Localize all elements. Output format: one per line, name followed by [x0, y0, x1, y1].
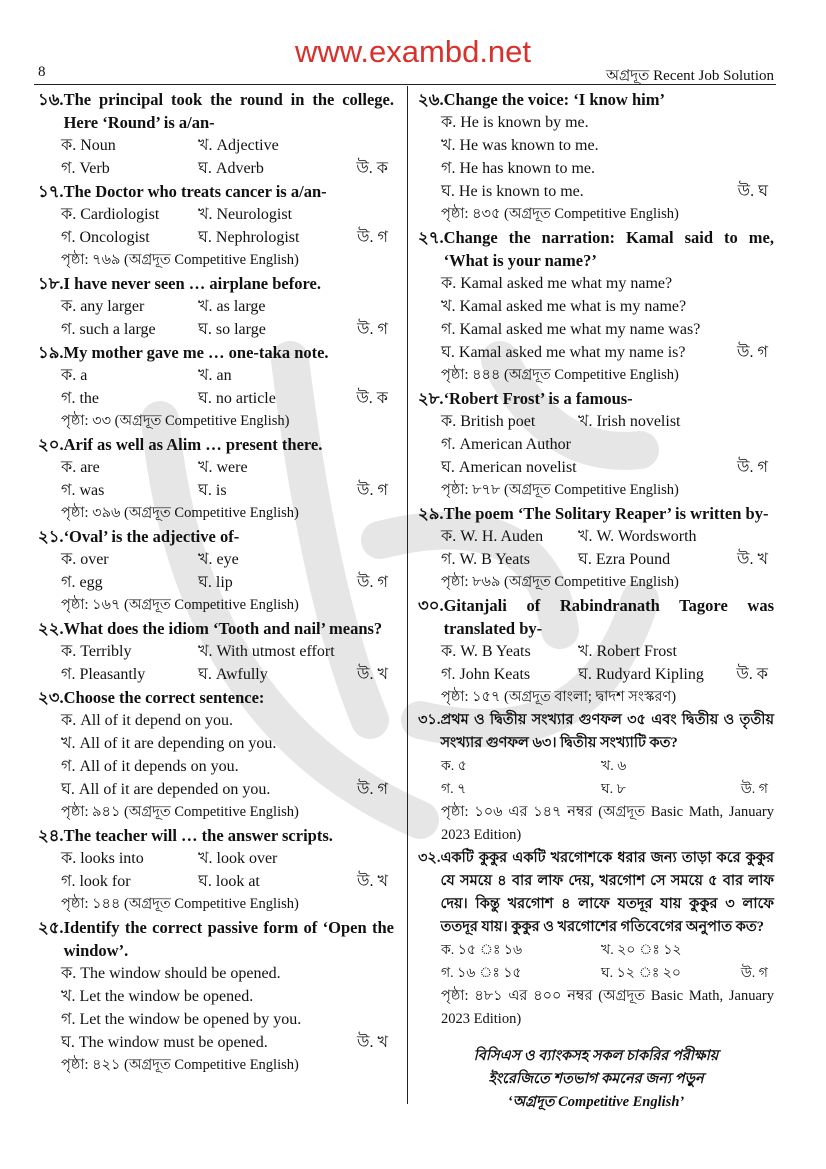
- question-title: [418, 88, 774, 111]
- question-number: ২০.: [38, 435, 64, 454]
- option: ক. He is known by me.: [441, 114, 589, 131]
- question-text: Change the voice: ‘I know him’: [443, 90, 665, 109]
- option: ঘ. so large: [198, 321, 266, 338]
- question-title: [38, 686, 394, 709]
- option: ক. The window should be opened.: [61, 965, 281, 982]
- option: ঘ. look at: [198, 873, 260, 890]
- question-number: ৩০.: [418, 596, 444, 615]
- answer-key: উ. গ: [357, 482, 388, 499]
- question-number: ৩১.: [418, 712, 441, 728]
- options: [38, 203, 394, 249]
- option: ঘ. Ezra Pound: [578, 551, 671, 568]
- answer-key: উ. ক: [736, 666, 768, 683]
- question-number: ১৮.: [38, 274, 64, 293]
- question-text: একটি কুকুর একটি খরগোশকে ধরার জন্য তাড়া করে কুকুর যে সময়ে ৪ বার লাফ দেয়, খরগোশ সে সময়ে ৫ বার লাফ দেয়। কিন্তু খরগোশ ৪ লাফে যতদূর যায় কুকুর ৩ লাফে ততদূর যায়। কুকুর ও খরগোশের গতিবেগের অনুপাত কত?: [440, 850, 774, 935]
- page-reference: পৃষ্ঠা: ৪৪৪ (অগ্রদূত Competitive English): [441, 367, 679, 383]
- question-text: Arif as well as Alim … present there.: [63, 435, 323, 454]
- option: গ. the: [61, 390, 100, 407]
- option-row-end: [441, 456, 774, 479]
- page-reference: পৃষ্ঠা: ৯৪১ (অগ্রদূত Competitive English): [61, 804, 299, 820]
- question-item: [418, 88, 774, 226]
- question-item: [418, 387, 774, 502]
- answer-key: উ. গ: [737, 459, 768, 476]
- options: [418, 755, 774, 801]
- answer-key: উ. গ: [357, 321, 388, 338]
- option: ঘ. ৮: [601, 782, 626, 797]
- option: ঘ. The window must be opened.: [61, 1034, 268, 1051]
- question-text: The Doctor who treats cancer is a/an-: [63, 182, 327, 201]
- option: গ. Let the window be opened by you.: [61, 1011, 302, 1028]
- option-row-end: [198, 295, 394, 318]
- question-title: [38, 916, 394, 962]
- option: ক. W. B Yeats: [441, 643, 531, 660]
- option: খ. With utmost effort: [198, 643, 335, 660]
- question-text: My mother gave me … one-taka note.: [63, 343, 329, 362]
- option-row-end: [601, 755, 774, 778]
- question-number: ১৬.: [38, 90, 64, 109]
- promo-box: [418, 1045, 774, 1114]
- option: ঘ. Rudyard Kipling: [578, 666, 704, 683]
- question-text: Identify the correct passive form of ‘Open the window’.: [63, 918, 394, 960]
- option: ক. a: [61, 367, 88, 384]
- option: ক. Terribly: [61, 643, 132, 660]
- answer-key: উ. খ: [357, 666, 388, 683]
- option: গ. Verb: [61, 160, 110, 177]
- option: ক. British poet: [441, 413, 536, 430]
- page-reference: পৃষ্ঠা: ১৪৪ (অগ্রদূত Competitive English): [61, 896, 299, 912]
- option-row-end: [441, 341, 774, 364]
- question-item: [38, 88, 394, 180]
- answer-key: উ. খ: [357, 873, 388, 890]
- question-title: [38, 180, 394, 203]
- question-number: ২৩.: [38, 688, 64, 707]
- option-row-end: [61, 778, 394, 801]
- option: ঘ. lip: [198, 574, 233, 591]
- options: [38, 709, 394, 801]
- right-column: [418, 88, 774, 1114]
- question-item: [418, 502, 774, 594]
- option: ক. W. H. Auden: [441, 528, 544, 545]
- question-item: [418, 709, 774, 847]
- question-number: ১৭.: [38, 182, 64, 201]
- option: ঘ. American novelist: [441, 459, 577, 476]
- question-item: [38, 824, 394, 916]
- option: ক. Noun: [61, 137, 116, 154]
- question-text: ‘Robert Frost’ is a famous-: [443, 389, 633, 408]
- promo-line-2: ইংরেজিতে শতভাগ কমনের জন্য পড়ুন: [488, 1071, 704, 1087]
- running-title: অগ্রদূত Recent Job Solution: [606, 68, 774, 84]
- question-number: ২৬.: [418, 90, 444, 109]
- question-number: ২৯.: [418, 504, 444, 523]
- page-reference: পৃষ্ঠা: ৪৩৫ (অগ্রদূত Competitive English): [441, 206, 679, 222]
- option: ঘ. Awfully: [198, 666, 268, 683]
- question-number: ২২.: [38, 619, 64, 638]
- options: [38, 134, 394, 180]
- question-item: [418, 594, 774, 709]
- option-row-end: [198, 548, 394, 571]
- promo-line-1: বিসিএস ও ব্যাংকসহ সকল চাকরির পরীক্ষায়: [473, 1048, 719, 1064]
- option-row-end: [198, 364, 394, 387]
- option-row-end: [198, 663, 394, 686]
- answer-key: উ. গ: [740, 782, 768, 797]
- option-row-end: [578, 525, 774, 548]
- option: গ. Kamal asked me what my name was?: [441, 321, 701, 338]
- answer-key: উ. গ: [357, 574, 388, 591]
- answer-key: উ. ক: [356, 160, 388, 177]
- option: গ. All of it depends on you.: [61, 758, 239, 775]
- question-item: [38, 686, 394, 824]
- option: খ. W. Wordsworth: [578, 528, 697, 545]
- option: গ. W. B Yeats: [441, 551, 531, 568]
- option: ক. looks into: [61, 850, 144, 867]
- option: খ. an: [198, 367, 232, 384]
- option-row-end: [578, 640, 774, 663]
- option: ক. any larger: [61, 298, 145, 315]
- option: গ. John Keats: [441, 666, 531, 683]
- option: ঘ. Adverb: [198, 160, 264, 177]
- option-row-end: [198, 456, 394, 479]
- question-title: [38, 617, 394, 640]
- page-reference: পৃষ্ঠা: ৩৯৬ (অগ্রদূত Competitive English): [61, 505, 299, 521]
- question-text: I have never seen … airplane before.: [63, 274, 321, 293]
- question-number: ২৫.: [38, 918, 64, 937]
- page-reference: পৃষ্ঠা: ৪৮১ এর ৪০০ নম্বর (অগ্রদূত Basic Math, January 2023 Edition): [441, 988, 774, 1027]
- page-reference: পৃষ্ঠা: ৮৬৯ (অগ্রদূত Competitive English): [441, 574, 679, 590]
- option: গ. was: [61, 482, 105, 499]
- option: গ. such a large: [61, 321, 156, 338]
- option: ক. ১৫ ঃ ১৬: [441, 943, 523, 958]
- options: [38, 548, 394, 594]
- page-reference: পৃষ্ঠা: ৮৭৮ (অগ্রদূত Competitive English): [441, 482, 679, 498]
- question-text: প্রথম ও দ্বিতীয় সংখ্যার গুণফল ৩৫ এবং দ্বিতীয় ও তৃতীয় সংখ্যার গুণফল ৬৩। দ্বিতীয় সংখ্যাটি কত?: [440, 712, 774, 751]
- option: ঘ. Nephrologist: [198, 229, 300, 246]
- option-row-end: [578, 410, 774, 433]
- option-row-end: [198, 640, 394, 663]
- question-number: ২৪.: [38, 826, 64, 845]
- question-title: [418, 387, 774, 410]
- column-divider: [407, 86, 408, 1104]
- answer-key: উ. গ: [357, 781, 388, 798]
- left-column: [38, 88, 394, 1077]
- answer-key: উ. গ: [740, 966, 768, 981]
- question-text: The principal took the round in the college. Here ‘Round’ is a/an-: [63, 90, 394, 132]
- option: ঘ. Kamal asked me what my name is?: [441, 344, 686, 361]
- answer-key: উ. খ: [737, 551, 768, 568]
- option: ক. are: [61, 459, 100, 476]
- option: খ. ২০ ঃ ১২: [601, 943, 682, 958]
- question-title: [38, 88, 394, 134]
- options: [38, 364, 394, 410]
- option: গ. American Author: [441, 436, 572, 453]
- question-item: [38, 916, 394, 1077]
- answer-key: উ. ঘ: [737, 183, 768, 200]
- option-row-end: [198, 226, 394, 249]
- option: ঘ. He is known to me.: [441, 183, 584, 200]
- option-row-end: [198, 134, 394, 157]
- page-reference: পৃষ্ঠা: ৪২১ (অগ্রদূত Competitive English): [61, 1057, 299, 1073]
- options: [38, 962, 394, 1054]
- option-row-end: [198, 387, 394, 410]
- question-number: ১৯.: [38, 343, 64, 362]
- question-number: ২৮.: [418, 389, 444, 408]
- option-row-end: [198, 318, 394, 341]
- question-item: [38, 272, 394, 341]
- option: খ. Kamal asked me what is my name?: [441, 298, 687, 315]
- answer-key: উ. গ: [357, 229, 388, 246]
- question-text: ‘Oval’ is the adjective of-: [63, 527, 240, 546]
- option: খ. were: [198, 459, 248, 476]
- option: খ. ৬: [601, 759, 627, 774]
- option-row-end: [441, 180, 774, 203]
- options: [418, 939, 774, 985]
- option-row-end: [198, 571, 394, 594]
- option-row-end: [601, 939, 774, 962]
- option: খ. All of it are depending on you.: [61, 735, 277, 752]
- question-title: [418, 847, 774, 939]
- option: খ. Robert Frost: [578, 643, 677, 660]
- option-row-end: [198, 479, 394, 502]
- option: গ. Oncologist: [61, 229, 150, 246]
- option: খ. Irish novelist: [578, 413, 681, 430]
- option-row-end: [61, 1031, 394, 1054]
- page-number: 8: [38, 64, 46, 80]
- options: [418, 410, 774, 479]
- option: খ. as large: [198, 298, 266, 315]
- option: গ. He has known to me.: [441, 160, 596, 177]
- question-title: [38, 341, 394, 364]
- question-title: [418, 226, 774, 272]
- option: খ. eye: [198, 551, 239, 568]
- question-item: [38, 341, 394, 433]
- page-reference: পৃষ্ঠা: ৭৬৯ (অগ্রদূত Competitive English): [61, 252, 299, 268]
- question-item: [38, 617, 394, 686]
- header-rule: [34, 84, 776, 85]
- question-title: [418, 709, 774, 755]
- options: [38, 295, 394, 341]
- answer-key: উ. খ: [357, 1034, 388, 1051]
- options: [418, 525, 774, 571]
- option: ঘ. ১২ ঃ ২০: [601, 966, 681, 981]
- option: খ. He was known to me.: [441, 137, 599, 154]
- question-title: [38, 272, 394, 295]
- page-reference: পৃষ্ঠা: ১৫৭ (অগ্রদূত বাংলা; দ্বাদশ সংস্করণ): [441, 689, 677, 705]
- options: [38, 640, 394, 686]
- options: [418, 640, 774, 686]
- question-number: ২১.: [38, 527, 64, 546]
- question-number: ২৭.: [418, 228, 444, 247]
- question-text: The teacher will … the answer scripts.: [63, 826, 333, 845]
- question-title: [418, 502, 774, 525]
- option: ক. Kamal asked me what my name?: [441, 275, 673, 292]
- option-row-end: [198, 157, 394, 180]
- question-title: [38, 525, 394, 548]
- option-row-end: [601, 778, 774, 801]
- option-row-end: [198, 870, 394, 893]
- option: ক. ৫: [441, 759, 467, 774]
- option: গ. ১৬ ঃ ১৫: [441, 966, 522, 981]
- option: খ. Neurologist: [198, 206, 293, 223]
- page-reference: পৃষ্ঠা: ১৬৭ (অগ্রদূত Competitive English): [61, 597, 299, 613]
- options: [418, 272, 774, 364]
- question-item: [38, 433, 394, 525]
- option: গ. ৭: [441, 782, 467, 797]
- question-text: Change the narration: Kamal said to me, ‘What is your name?’: [443, 228, 774, 270]
- option: খ. look over: [198, 850, 278, 867]
- option: ঘ. All of it are depended on you.: [61, 781, 271, 798]
- option-row-end: [198, 203, 394, 226]
- question-item: [418, 847, 774, 1031]
- question-text: The poem ‘The Solitary Reaper’ is written by-: [443, 504, 769, 523]
- option: ক. Cardiologist: [61, 206, 160, 223]
- question-title: [38, 824, 394, 847]
- option: খ. Adjective: [198, 137, 279, 154]
- question-text: What does the idiom ‘Tooth and nail’ means?: [63, 619, 383, 638]
- question-title: [418, 594, 774, 640]
- question-item: [38, 525, 394, 617]
- option: গ. Pleasantly: [61, 666, 146, 683]
- option: গ. egg: [61, 574, 103, 591]
- options: [418, 111, 774, 203]
- question-text: Gitanjali of Rabindranath Tagore was translated by-: [443, 596, 774, 638]
- answer-key: উ. ক: [356, 390, 388, 407]
- option: ঘ. is: [198, 482, 227, 499]
- option-row-end: [198, 847, 394, 870]
- promo-line-3: ‘অগ্রদূত Competitive English’: [507, 1094, 685, 1110]
- page-reference: পৃষ্ঠা: ৩৩ (অগ্রদূত Competitive English): [61, 413, 290, 429]
- page-reference: পৃষ্ঠা: ১০৬ এর ১৪৭ নম্বর (অগ্রদূত Basic Math, January 2023 Edition): [441, 804, 774, 843]
- option-row-end: [578, 548, 774, 571]
- question-item: [38, 180, 394, 272]
- question-title: [38, 433, 394, 456]
- site-url[interactable]: www.exambd.net: [294, 34, 532, 69]
- option: ঘ. no article: [198, 390, 276, 407]
- options: [38, 847, 394, 893]
- option: ক. All of it depend on you.: [61, 712, 234, 729]
- question-item: [418, 226, 774, 387]
- option: ক. over: [61, 551, 109, 568]
- option: গ. look for: [61, 873, 131, 890]
- options: [38, 456, 394, 502]
- option-row-end: [578, 663, 774, 686]
- option: খ. Let the window be opened.: [61, 988, 254, 1005]
- answer-key: উ. গ: [737, 344, 768, 361]
- question-number: ৩২.: [418, 850, 441, 866]
- question-text: Choose the correct sentence:: [63, 688, 265, 707]
- option-row-end: [601, 962, 774, 985]
